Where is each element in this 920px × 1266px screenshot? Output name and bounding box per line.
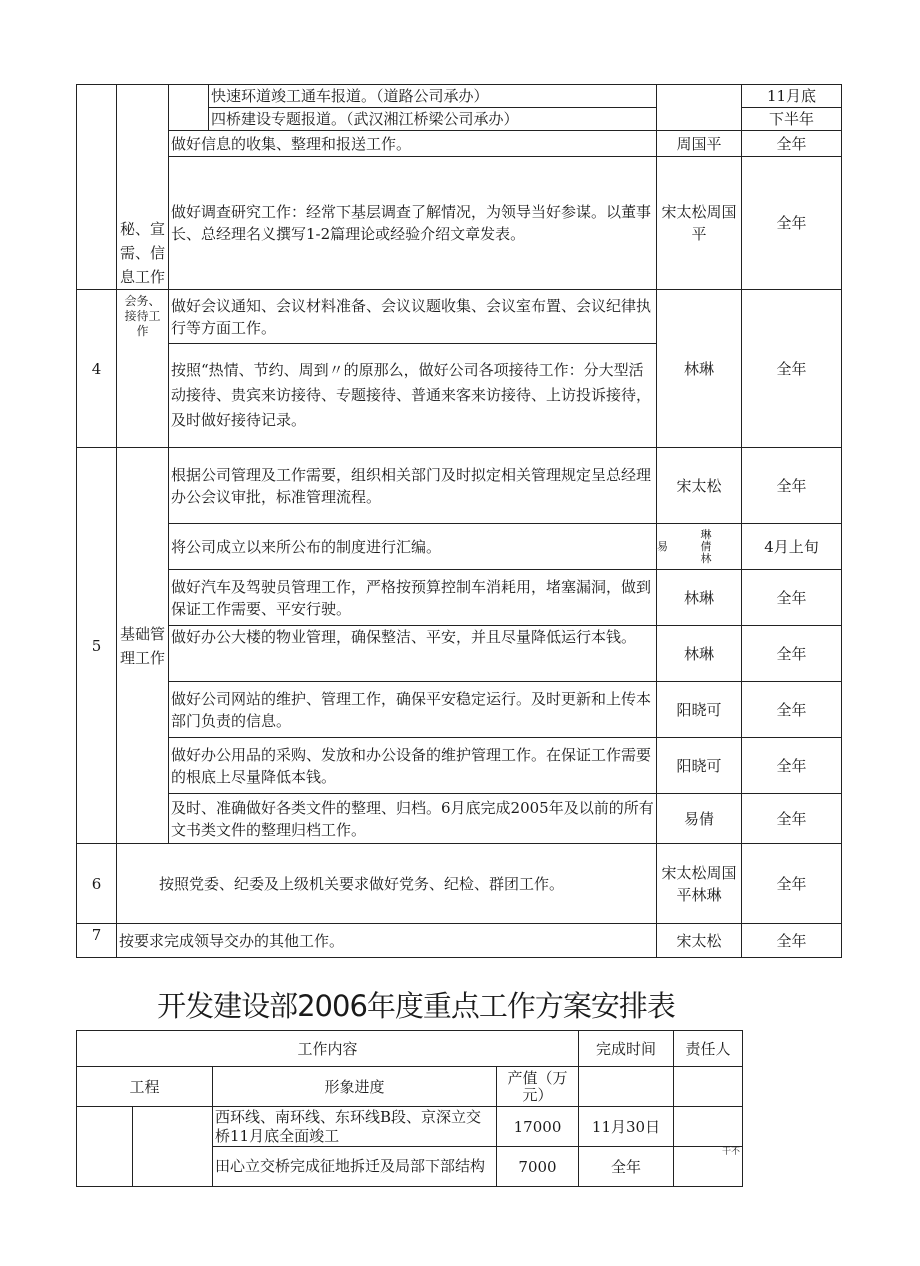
person-name: 易 [657,539,668,553]
empty-cell [674,1067,743,1107]
content-cell: 按照“热情、节约、周到〃的原那么，做好公司各项接待工作：分大型活动接待、贵宾来访接待、专题接待、普通来客来访接待、上访投诉接待，及时做好接待记录。 [169,344,657,448]
person-cell: 周国平 [657,131,742,157]
time-cell: 全年 [742,844,842,924]
content-cell: 快速环道竣工通车报道。（道路公司承办） [209,85,657,108]
content-cell: 做好办公用品的采购、发放和办公设备的维护管理工作。在保证工作需要的根底上尽量降低本钱。 [169,738,657,794]
person-cell: 林琳 [657,626,742,682]
value-cell: 7000 [497,1147,579,1187]
sub-cell [169,85,209,131]
content-cell: 按照党委、纪委及上级机关要求做好党务、纪检、群团工作。 [117,844,657,924]
table-row [77,1107,743,1147]
time-cell: 4月上旬 [742,524,842,570]
header-progress: 形象进度 [213,1067,497,1107]
content-cell: 按要求完成领导交办的其他工作。 [117,924,657,958]
time-cell: 全年 [742,626,842,682]
time-cell: 全年 [742,794,842,844]
time-cell: 全年 [742,290,842,448]
person-cell: 宋太松周国平林琳 [657,844,742,924]
empty-cell [579,1067,674,1107]
header-project: 工程 [77,1067,213,1107]
person-cell: 林琳 [657,290,742,448]
header-responsible-person: 责任人 [674,1031,743,1067]
table-row [77,844,842,924]
person-cell: 宋太松 [657,448,742,524]
number-cell: 6 [77,844,117,924]
page-title: 开发建设部2006年度重点工作方案安排表 [157,989,675,1023]
table-row [77,85,842,108]
header-completion-time: 完成时间 [579,1031,674,1067]
person-cell: 林琳 [657,570,742,626]
table-row [77,794,842,844]
person-cell: 宋太松周国平 [657,157,742,290]
table-row [77,626,842,682]
table-row [77,524,842,570]
person-cell: 易倩 [657,794,742,844]
header-output-value: 产值（万元） [497,1067,579,1107]
person-cell [674,1107,743,1147]
person-cell: 宋太松 [657,924,742,958]
table-row [77,738,842,794]
project-cell [133,1107,213,1187]
progress-cell: 田心立交桥完成征地拆迁及局部下部结构 [213,1147,497,1187]
table-row [77,131,842,157]
person-name: 琳倩林 [700,527,712,565]
content-cell: 做好汽车及驾驶员管理工作，严格按预算控制车消耗用，堵塞漏洞，做到保证工作需要、平安行驶。 [169,570,657,626]
content-cell: 做好会议通知、会议材料准备、会议议题收集、会议室布置、会议纪律执行等方面工作。 [169,290,657,344]
time-cell: 全年 [742,131,842,157]
time-cell: 全年 [742,682,842,738]
time-cell: 11月底 [742,85,842,108]
table-row [77,157,842,290]
time-cell: 下半年 [742,108,842,131]
content-cell: 做好调查研究工作：经常下基层调查了解情况，为领导当好参谋。以董事长、总经理名义撰写1-2篇理论或经验介绍文章发表。 [169,157,657,290]
header-work-content: 工作内容 [77,1031,579,1067]
time-cell: 全年 [742,738,842,794]
time-cell: 全年 [742,157,842,290]
number-cell [77,85,117,290]
category-cell: 会务、接待工作 [117,290,169,448]
number-cell: 7 [77,924,117,958]
time-cell: 全年 [742,570,842,626]
category-cell: 基础管理工作 [117,448,169,844]
project-cell [77,1107,133,1187]
content-cell: 做好办公大楼的物业管理，确保整洁、平安，并且尽量降低运行本钱。 [169,626,657,682]
progress-cell: 西环线、南环线、东环线B段、京深立交桥11月底全面竣工 [213,1107,497,1147]
category-cell: 秘、宣需、信息工作 [117,85,169,290]
table-header-row [77,1067,743,1107]
content-cell: 将公司成立以来所公布的制度进行汇编。 [169,524,657,570]
content-cell: 四桥建设专题报道。（武汉湘江桥梁公司承办） [209,108,657,131]
number-cell: 4 [77,290,117,448]
table-header-row [77,1031,743,1067]
content-cell: 做好信息的收集、整理和报送工作。 [169,131,657,157]
table-row [77,448,842,524]
content-cell: 及时、准确做好各类文件的整理、归档。6月底完成2005年及以前的所有文书类文件的整理归档工作。 [169,794,657,844]
value-cell: 17000 [497,1107,579,1147]
person-cell: 干不 [674,1147,743,1187]
person-cell [657,524,742,570]
person-cell: 阳晓可 [657,738,742,794]
table-row [77,924,842,958]
time-cell: 全年 [579,1147,674,1187]
content-cell: 做好公司网站的维护、管理工作，确保平安稳定运行。及时更新和上传本部门负责的信息。 [169,682,657,738]
dev-plan-table [76,1030,743,1187]
table-row [77,570,842,626]
work-plan-table-continued [76,84,842,958]
person-cell: 阳晓可 [657,682,742,738]
time-cell: 11月30日 [579,1107,674,1147]
table-row [77,290,842,344]
number-cell: 5 [77,448,117,844]
content-cell: 根据公司管理及工作需要，组织相关部门及时拟定相关管理规定呈总经理办公会议审批，标准管理流程。 [169,448,657,524]
time-cell: 全年 [742,924,842,958]
time-cell: 全年 [742,448,842,524]
table-row [77,682,842,738]
person-cell [657,85,742,131]
